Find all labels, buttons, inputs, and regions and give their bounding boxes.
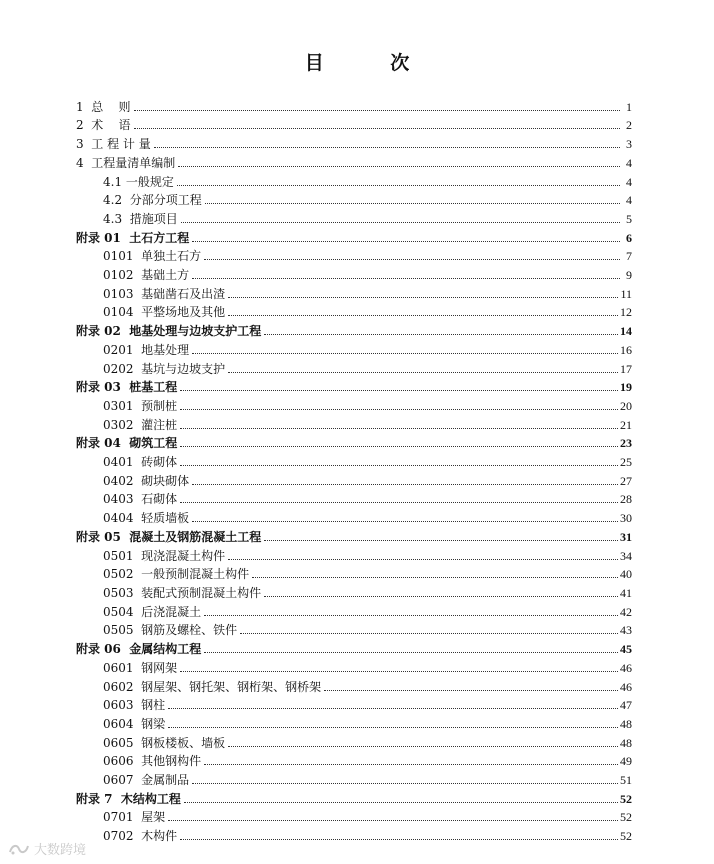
- dot-leader: [264, 540, 618, 541]
- dot-leader: [134, 128, 620, 129]
- entry-number: 4.3: [103, 211, 130, 226]
- toc-subentry[interactable]: [76, 413, 632, 432]
- entry-page-number: 4: [626, 155, 632, 170]
- entry-label: 措施项目: [129, 211, 178, 226]
- entry-number: 0103: [103, 286, 142, 301]
- entry-number: 0101: [103, 249, 142, 264]
- entry-label: 术 语: [91, 118, 131, 133]
- entry-label: 钢梁: [141, 716, 166, 731]
- toc-subentry[interactable]: [76, 694, 632, 713]
- dot-leader: [192, 278, 620, 279]
- dot-leader: [154, 147, 620, 148]
- entry-page-number: 2: [626, 118, 632, 133]
- entry-label: 工程量清单编制: [91, 155, 176, 170]
- toc-subentry[interactable]: [76, 731, 632, 750]
- dot-leader: [204, 764, 618, 765]
- entry-page-number: 9: [626, 268, 632, 283]
- entry-number: 0202: [103, 361, 142, 376]
- dot-leader: [168, 820, 618, 821]
- entry-page-number: 16: [620, 342, 632, 357]
- dot-leader: [204, 652, 618, 653]
- dot-leader: [168, 727, 618, 728]
- dot-leader: [180, 428, 618, 429]
- entry-number: 0402: [103, 473, 142, 488]
- toc-subentry[interactable]: [76, 301, 632, 320]
- entry-page-number: 19: [620, 380, 632, 395]
- toc-subentry[interactable]: [76, 282, 632, 301]
- dot-leader: [324, 690, 618, 691]
- toc-entry[interactable]: [76, 132, 632, 151]
- dot-leader: [134, 110, 620, 111]
- entry-label: 钢板楼板、墙板: [141, 735, 226, 750]
- toc-entry[interactable]: [76, 226, 632, 245]
- dot-leader: [180, 671, 618, 672]
- entry-number: 0602: [103, 679, 142, 694]
- entry-label: 钢筋及螺栓、铁件: [141, 623, 238, 638]
- entry-page-number: 12: [620, 305, 632, 320]
- entry-page-number: 6: [626, 230, 632, 245]
- entry-number: 0603: [103, 698, 142, 713]
- toc-subentry[interactable]: [76, 506, 632, 525]
- entry-page-number: 27: [620, 473, 632, 488]
- toc-subentry[interactable]: [76, 675, 632, 694]
- dot-leader: [228, 372, 618, 373]
- entry-number: 附录 05: [76, 529, 130, 544]
- dot-leader: [228, 297, 618, 298]
- entry-page-number: 52: [620, 791, 632, 806]
- entry-label: 钢屋架、钢托架、钢桁架、钢桥架: [141, 679, 322, 694]
- entry-number: 附录 04: [76, 436, 130, 451]
- entry-number: 4: [76, 155, 92, 170]
- dot-leader: [180, 390, 618, 391]
- toc-entry[interactable]: [76, 114, 632, 133]
- entry-number: 0504: [103, 604, 142, 619]
- entry-page-number: 3: [626, 137, 632, 152]
- dot-leader: [192, 353, 618, 354]
- toc-entry[interactable]: [76, 525, 632, 544]
- dot-leader: [180, 446, 618, 447]
- entry-page-number: 7: [626, 249, 632, 264]
- toc-subentry[interactable]: [76, 581, 632, 600]
- toc-subentry[interactable]: [76, 263, 632, 282]
- entry-number: 0606: [103, 754, 142, 769]
- entry-label: 分部分项工程: [129, 193, 202, 208]
- entry-page-number: 11: [620, 286, 632, 301]
- toc-entry[interactable]: [76, 432, 632, 451]
- toc-subentry[interactable]: [76, 768, 632, 787]
- toc-subentry[interactable]: [76, 469, 632, 488]
- entry-number: 0403: [103, 492, 142, 507]
- entry-number: 附录 06: [76, 642, 130, 657]
- dot-leader: [252, 577, 618, 578]
- toc-subentry[interactable]: [76, 338, 632, 357]
- entry-page-number: 14: [620, 324, 632, 339]
- toc-subentry[interactable]: [76, 600, 632, 619]
- dot-leader: [180, 409, 618, 410]
- dot-leader: [192, 484, 618, 485]
- entry-page-number: 20: [620, 398, 632, 413]
- entry-label: 其他钢构件: [141, 754, 202, 769]
- entry-page-number: 30: [620, 511, 632, 526]
- entry-label: 金属结构工程: [129, 642, 202, 657]
- entry-number: 0604: [103, 716, 142, 731]
- entry-label: 地基处理: [141, 342, 190, 357]
- entry-label: 石砌体: [141, 492, 178, 507]
- entry-number: 0102: [103, 268, 142, 283]
- toc-entry[interactable]: [76, 151, 632, 170]
- entry-number: 0607: [103, 773, 142, 788]
- dot-leader: [184, 802, 618, 803]
- dot-leader: [240, 633, 618, 634]
- entry-label: 一般规定: [125, 174, 174, 189]
- entry-page-number: 1: [626, 99, 632, 114]
- toc-subentry[interactable]: [76, 450, 632, 469]
- entry-label: 地基处理与边坡支护工程: [129, 324, 262, 339]
- entry-label: 灌注桩: [141, 417, 178, 432]
- entry-number: 0201: [103, 342, 142, 357]
- entry-number: 4.1: [103, 174, 126, 189]
- table-of-contents: [76, 95, 632, 843]
- entry-label: 后浇混凝土: [141, 604, 202, 619]
- dot-leader: [192, 783, 618, 784]
- dot-leader: [264, 596, 618, 597]
- dot-leader: [204, 615, 618, 616]
- entry-label: 平整场地及其他: [141, 305, 226, 320]
- entry-number: 1: [76, 99, 92, 114]
- entry-label: 基坑与边坡支护: [141, 361, 226, 376]
- dot-leader: [205, 203, 620, 204]
- entry-label: 单独土石方: [141, 249, 202, 264]
- entry-number: 附录 7: [76, 791, 121, 806]
- dot-leader: [180, 502, 618, 503]
- entry-label: 桩基工程: [129, 380, 178, 395]
- entry-label: 砌块砌体: [141, 473, 190, 488]
- entry-page-number: 49: [620, 754, 632, 769]
- entry-label: 屋架: [141, 810, 166, 825]
- toc-subentry[interactable]: [76, 544, 632, 563]
- entry-label: 木结构工程: [120, 791, 181, 806]
- entry-label: 土石方工程: [129, 230, 190, 245]
- entry-page-number: 17: [620, 361, 632, 376]
- entry-page-number: 52: [620, 810, 632, 825]
- watermark: [8, 839, 86, 858]
- entry-number: 0401: [103, 455, 142, 470]
- dot-leader: [192, 241, 620, 242]
- dot-leader: [180, 839, 618, 840]
- entry-page-number: 23: [620, 436, 632, 451]
- dot-leader: [177, 185, 620, 186]
- entry-number: 0601: [103, 660, 142, 675]
- entry-number: 0605: [103, 735, 142, 750]
- entry-page-number: 41: [620, 585, 632, 600]
- dot-leader: [228, 746, 618, 747]
- entry-page-number: 48: [620, 716, 632, 731]
- entry-page-number: 34: [620, 548, 632, 563]
- entry-page-number: 31: [620, 529, 632, 544]
- entry-page-number: 46: [620, 679, 632, 694]
- entry-label: 钢网架: [141, 660, 178, 675]
- entry-page-number: 4: [626, 174, 632, 189]
- entry-number: 0505: [103, 623, 142, 638]
- entry-number: 附录 03: [76, 380, 130, 395]
- toc-subentry[interactable]: [76, 563, 632, 582]
- toc-entry[interactable]: [76, 637, 632, 656]
- toc-subentry[interactable]: [76, 750, 632, 769]
- entry-label: 现浇混凝土构件: [141, 548, 226, 563]
- entry-number: 0104: [103, 305, 142, 320]
- dot-leader: [180, 465, 618, 466]
- entry-number: 0502: [103, 567, 142, 582]
- toc-subentry[interactable]: [76, 207, 632, 226]
- entry-page-number: 51: [620, 773, 632, 788]
- entry-label: 木构件: [141, 829, 178, 844]
- entry-label: 一般预制混凝土构件: [141, 567, 250, 582]
- entry-label: 工 程 计 量: [91, 137, 151, 152]
- entry-page-number: 47: [620, 698, 632, 713]
- dot-leader: [192, 521, 618, 522]
- entry-number: 0302: [103, 417, 142, 432]
- entry-number: 0404: [103, 511, 142, 526]
- entry-label: 砌筑工程: [129, 436, 178, 451]
- watermark-logo-icon: [8, 842, 30, 856]
- toc-entry[interactable]: [76, 319, 632, 338]
- entry-page-number: 4: [626, 193, 632, 208]
- toc-entry[interactable]: [76, 376, 632, 395]
- toc-subentry[interactable]: [76, 245, 632, 264]
- entry-label: 预制桩: [141, 398, 178, 413]
- toc-entry[interactable]: [76, 787, 632, 806]
- entry-label: 基础土方: [141, 268, 190, 283]
- toc-subentry[interactable]: [76, 394, 632, 413]
- entry-number: 附录 01: [76, 230, 130, 245]
- entry-label: 装配式预制混凝土构件: [141, 585, 262, 600]
- entry-number: 0701: [103, 810, 142, 825]
- entry-number: 0702: [103, 829, 142, 844]
- entry-page-number: 40: [620, 567, 632, 582]
- entry-page-number: 21: [620, 417, 632, 432]
- entry-number: 3: [76, 137, 92, 152]
- dot-leader: [204, 259, 620, 260]
- toc-subentry[interactable]: [76, 357, 632, 376]
- dot-leader: [228, 559, 618, 560]
- entry-number: 0301: [103, 398, 142, 413]
- entry-page-number: 28: [620, 492, 632, 507]
- dot-leader: [178, 166, 620, 167]
- entry-number: 0503: [103, 585, 142, 600]
- entry-label: 混凝土及钢筋混凝土工程: [129, 529, 262, 544]
- toc-subentry[interactable]: [76, 806, 632, 825]
- entry-page-number: 5: [626, 211, 632, 226]
- toc-subentry[interactable]: [76, 656, 632, 675]
- dot-leader: [181, 222, 620, 223]
- toc-subentry[interactable]: [76, 170, 632, 189]
- entry-number: 4.2: [103, 193, 130, 208]
- dot-leader: [228, 315, 618, 316]
- watermark-text: 大数跨境: [34, 842, 87, 857]
- toc-entry[interactable]: [76, 95, 632, 114]
- toc-title: 目 次: [304, 52, 440, 74]
- entry-page-number: 48: [620, 735, 632, 750]
- toc-subentry[interactable]: [76, 488, 632, 507]
- entry-page-number: 52: [620, 829, 632, 844]
- dot-leader: [168, 708, 618, 709]
- toc-subentry[interactable]: [76, 824, 632, 843]
- entry-label: 砖砌体: [141, 455, 178, 470]
- entry-number: 0501: [103, 548, 142, 563]
- entry-label: 金属制品: [141, 773, 190, 788]
- entry-page-number: 45: [620, 642, 632, 657]
- toc-subentry[interactable]: [76, 189, 632, 208]
- entry-page-number: 46: [620, 660, 632, 675]
- entry-number: 2: [76, 118, 92, 133]
- toc-subentry[interactable]: [76, 619, 632, 638]
- entry-label: 钢柱: [141, 698, 166, 713]
- entry-number: 附录 02: [76, 324, 130, 339]
- entry-label: 轻质墙板: [141, 511, 190, 526]
- toc-subentry[interactable]: [76, 712, 632, 731]
- entry-page-number: 42: [620, 604, 632, 619]
- entry-page-number: 25: [620, 455, 632, 470]
- entry-page-number: 43: [620, 623, 632, 638]
- dot-leader: [264, 334, 618, 335]
- entry-label: 总 则: [91, 99, 131, 114]
- entry-label: 基础凿石及出渣: [141, 286, 226, 301]
